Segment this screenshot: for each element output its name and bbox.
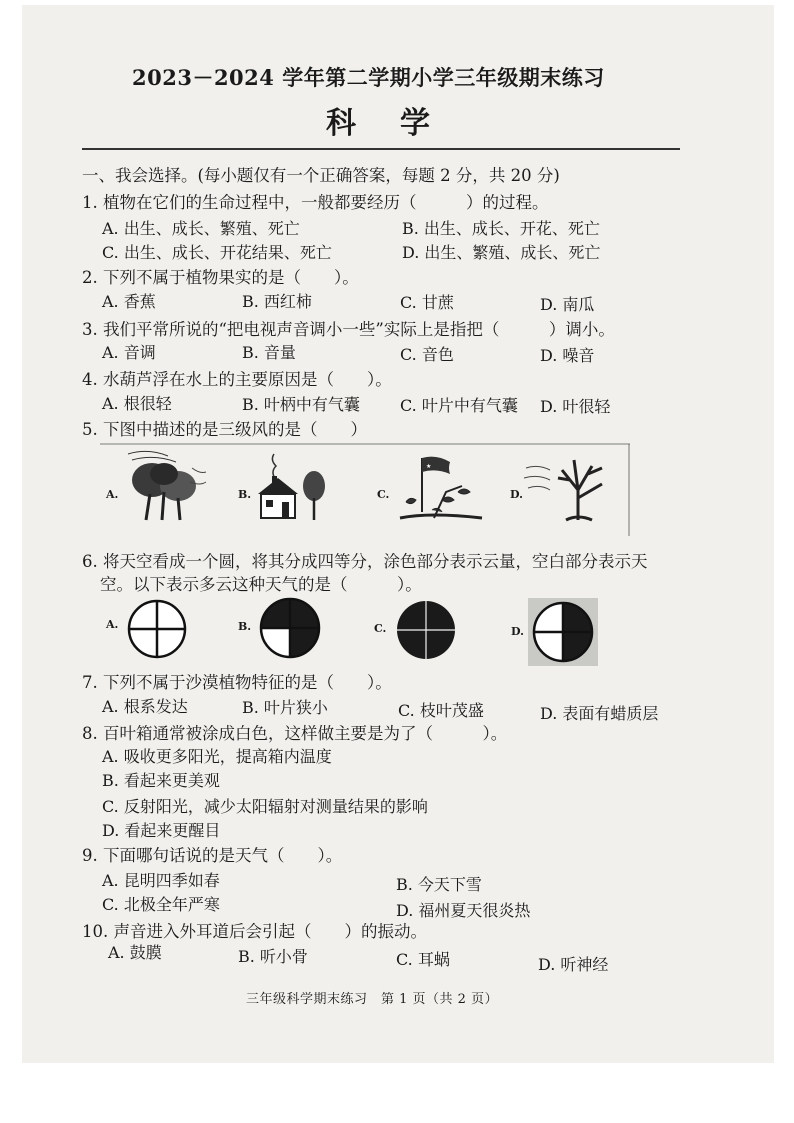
question-2-stem: 2. 下列不属于植物果实的是（ ）。 — [82, 268, 359, 287]
question-4-option-c[interactable]: C. 叶片中有气囊 — [400, 396, 518, 415]
question-1-option-b[interactable]: B. 出生、成长、开花、死亡 — [402, 219, 600, 238]
question-6-option-d[interactable]: D. — [511, 625, 524, 638]
question-1-option-d[interactable]: D. 出生、繁殖、成长、死亡 — [402, 243, 601, 262]
question-8-option-d[interactable]: D. 看起来更醒目 — [102, 821, 221, 840]
svg-text:★: ★ — [426, 463, 432, 470]
question-10-option-d[interactable]: D. 听神经 — [538, 955, 609, 974]
question-4-stem: 4. 水葫芦浮在水上的主要原因是（ ）。 — [82, 370, 392, 389]
question-9-option-a[interactable]: A. 昆明四季如春 — [102, 871, 220, 890]
question-8-option-c[interactable]: C. 反射阳光，减少太阳辐射对测量结果的影响 — [102, 797, 428, 816]
question-4-option-b[interactable]: B. 叶柄中有气囊 — [242, 395, 360, 414]
question-5-option-c[interactable]: C. — [377, 488, 390, 501]
clear-sky-circle-icon — [126, 598, 188, 660]
partly-cloudy-circle-icon — [528, 598, 598, 666]
question-6-option-c[interactable]: C. — [374, 622, 387, 635]
question-1-stem: 1. 植物在它们的生命过程中，一般都要经历（ ）的过程。 — [82, 193, 549, 212]
question-10-option-a[interactable]: A. 鼓膜 — [108, 943, 162, 962]
section-heading: 一、我会选择。(每小题仅有一个正确答案，每题 2 分，共 20 分) — [82, 166, 560, 185]
trees-in-wind-icon — [120, 448, 210, 524]
question-6-option-b[interactable]: B. — [238, 620, 252, 633]
question-7-option-c[interactable]: C. 枝叶茂盛 — [398, 701, 484, 720]
question-2-option-c[interactable]: C. 甘蔗 — [400, 293, 454, 312]
question-6-stem-line1: 6. 将天空看成一个圆，将其分成四等分，涂色部分表示云量，空白部分表示天 — [82, 552, 648, 571]
question-8-option-b[interactable]: B. 看起来更美观 — [102, 771, 220, 790]
subject-title: 科学 — [326, 106, 474, 141]
question-8-option-a[interactable]: A. 吸收更多阳光，提高箱内温度 — [102, 747, 332, 766]
question-1-option-c[interactable]: C. 出生、成长、开花结果、死亡 — [102, 243, 332, 262]
question-3-option-d[interactable]: D. 噪音 — [540, 346, 595, 365]
question-4-option-a[interactable]: A. 根很轻 — [102, 394, 172, 413]
question-9-option-d[interactable]: D. 福州夏天很炎热 — [396, 901, 531, 920]
question-9-option-c[interactable]: C. 北极全年严寒 — [102, 895, 220, 914]
question-8-stem: 8. 百叶箱通常被涂成白色，这样做主要是为了（ ）。 — [82, 724, 508, 743]
page-footer: 三年级科学期末练习 第 1 页（共 2 页） — [246, 992, 499, 1007]
three-quarter-cloud-circle-icon — [258, 596, 322, 660]
question-9-option-b[interactable]: B. 今天下雪 — [396, 875, 482, 894]
question-2-option-a[interactable]: A. 香蕉 — [102, 292, 156, 311]
question-6-stem-line2: 空。以下表示多云这种天气的是（ ）。 — [100, 575, 422, 594]
question-7-stem: 7. 下列不属于沙漠植物特征的是（ ）。 — [82, 673, 392, 692]
overcast-circle-icon — [394, 598, 458, 662]
question-5-option-d[interactable]: D. — [510, 488, 523, 501]
question-5-stem: 5. 下图中描述的是三级风的是（ ） — [82, 420, 367, 439]
question-7-option-b[interactable]: B. 叶片狭小 — [242, 698, 328, 717]
bare-tree-wind-icon — [522, 448, 622, 524]
question-4-option-d[interactable]: D. 叶很轻 — [540, 397, 611, 416]
question-3-option-c[interactable]: C. 音色 — [400, 345, 454, 364]
question-2-option-d[interactable]: D. 南瓜 — [540, 295, 595, 314]
question-3-stem: 3. 我们平常所说的“把电视声音调小一些”实际上是指把（ ）调小。 — [82, 320, 615, 339]
header-divider — [82, 148, 680, 150]
question-5-option-a[interactable]: A. — [106, 488, 119, 501]
question-10-option-c[interactable]: C. 耳蜗 — [396, 950, 450, 969]
question-6-option-a[interactable]: A. — [106, 618, 119, 631]
question-10-option-b[interactable]: B. 听小骨 — [238, 947, 308, 966]
question-1-option-a[interactable]: A. 出生、成长、繁殖、死亡 — [102, 219, 300, 238]
question-7-option-a[interactable]: A. 根系发达 — [102, 697, 188, 716]
question-5-option-b[interactable]: B. — [238, 488, 252, 501]
house-smoke-icon — [252, 448, 332, 524]
question-3-option-b[interactable]: B. 音量 — [242, 343, 296, 362]
question-7-option-d[interactable]: D. 表面有蜡质层 — [540, 704, 659, 723]
question-10-stem: 10. 声音进入外耳道后会引起（ ）的振动。 — [82, 922, 427, 941]
question-3-option-a[interactable]: A. 音调 — [102, 343, 156, 362]
question-2-option-b[interactable]: B. 西红柿 — [242, 292, 312, 311]
page-title: 2023－2024 学年第二学期小学三年级期末练习 — [132, 65, 605, 90]
flag-tree-icon — [392, 452, 488, 524]
question-9-stem: 9. 下面哪句话说的是天气（ ）。 — [82, 846, 343, 865]
